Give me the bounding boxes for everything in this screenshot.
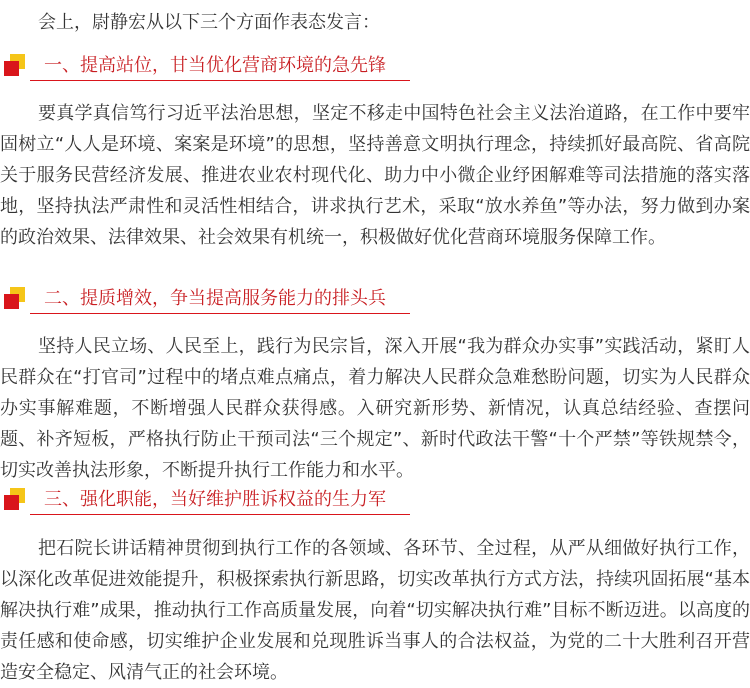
section-heading-2 <box>0 283 750 317</box>
heading-bullet-icon <box>4 495 19 510</box>
section-body-3: 把石院长讲话精神贯彻到执行工作的各领域、各环节、全过程，从严从细做好执行工作，以深化改革促进效能提升，积极探索执行新思路，切实改革执行方式方法，持续巩固拓展“基本解决执行难”成果，推动执行工作高质量发展，向着“切实解决执行难”目标不断迈进。以高度的责任感和使命感，切实维护企业发展和兑现胜诉当事人的合法权益，为党的二十大胜利召开营造安全稳定、风清气正的社会环境。 <box>0 538 750 683</box>
section-body-1: 要真学真信笃行习近平法治思想，坚定不移走中国特色社会主义法治道路，在工作中要牢固树立“人人是环境、案案是环境”的思想，坚持善意文明执行理念，持续抓好最高院、省高院关于服务民营经济发展、推进农业农村现代化、助力中小微企业纾困解难等司法措施的落实落地，坚持执法严肃性和灵活性相结合，讲求执行艺术，采取“放水养鱼”等办法，努力做到办案的政治效果、法律效果、社会效果有机统一，积极做好优化营商环境服务保障工作。 <box>0 103 750 248</box>
section-heading-1 <box>0 50 750 84</box>
section-heading-text: 一、提高站位，甘当优化营商环境的急先锋 <box>44 55 386 76</box>
heading-bullet-icon <box>4 294 19 309</box>
heading-bullet-icon <box>4 61 19 76</box>
section-heading-3 <box>0 484 750 518</box>
intro-paragraph: 会上，尉静宏从以下三个方面作表态发言： <box>38 12 380 33</box>
heading-underline <box>30 313 410 314</box>
section-heading-text: 二、提质增效，争当提高服务能力的排头兵 <box>44 288 386 309</box>
heading-underline <box>30 80 410 81</box>
section-body-2: 坚持人民立场、人民至上，践行为民宗旨，深入开展“我为群众办实事”实践活动，紧盯人民群众在“打官司”过程中的堵点难点痛点，着力解决人民群众急难愁盼问题，切实为人民群众办实事解难题，不断增强人民群众获得感。入研究新形势、新情况，认真总结经验、查摆问题、补齐短板，严格执行防止干预司法“三个规定”、新时代政法干警“十个严禁”等铁规禁令，切实改善执法形象，不断提升执行工作能力和水平。 <box>0 336 750 481</box>
section-heading-text: 三、强化职能，当好维护胜诉权益的生力军 <box>44 489 386 510</box>
heading-underline <box>30 514 410 515</box>
